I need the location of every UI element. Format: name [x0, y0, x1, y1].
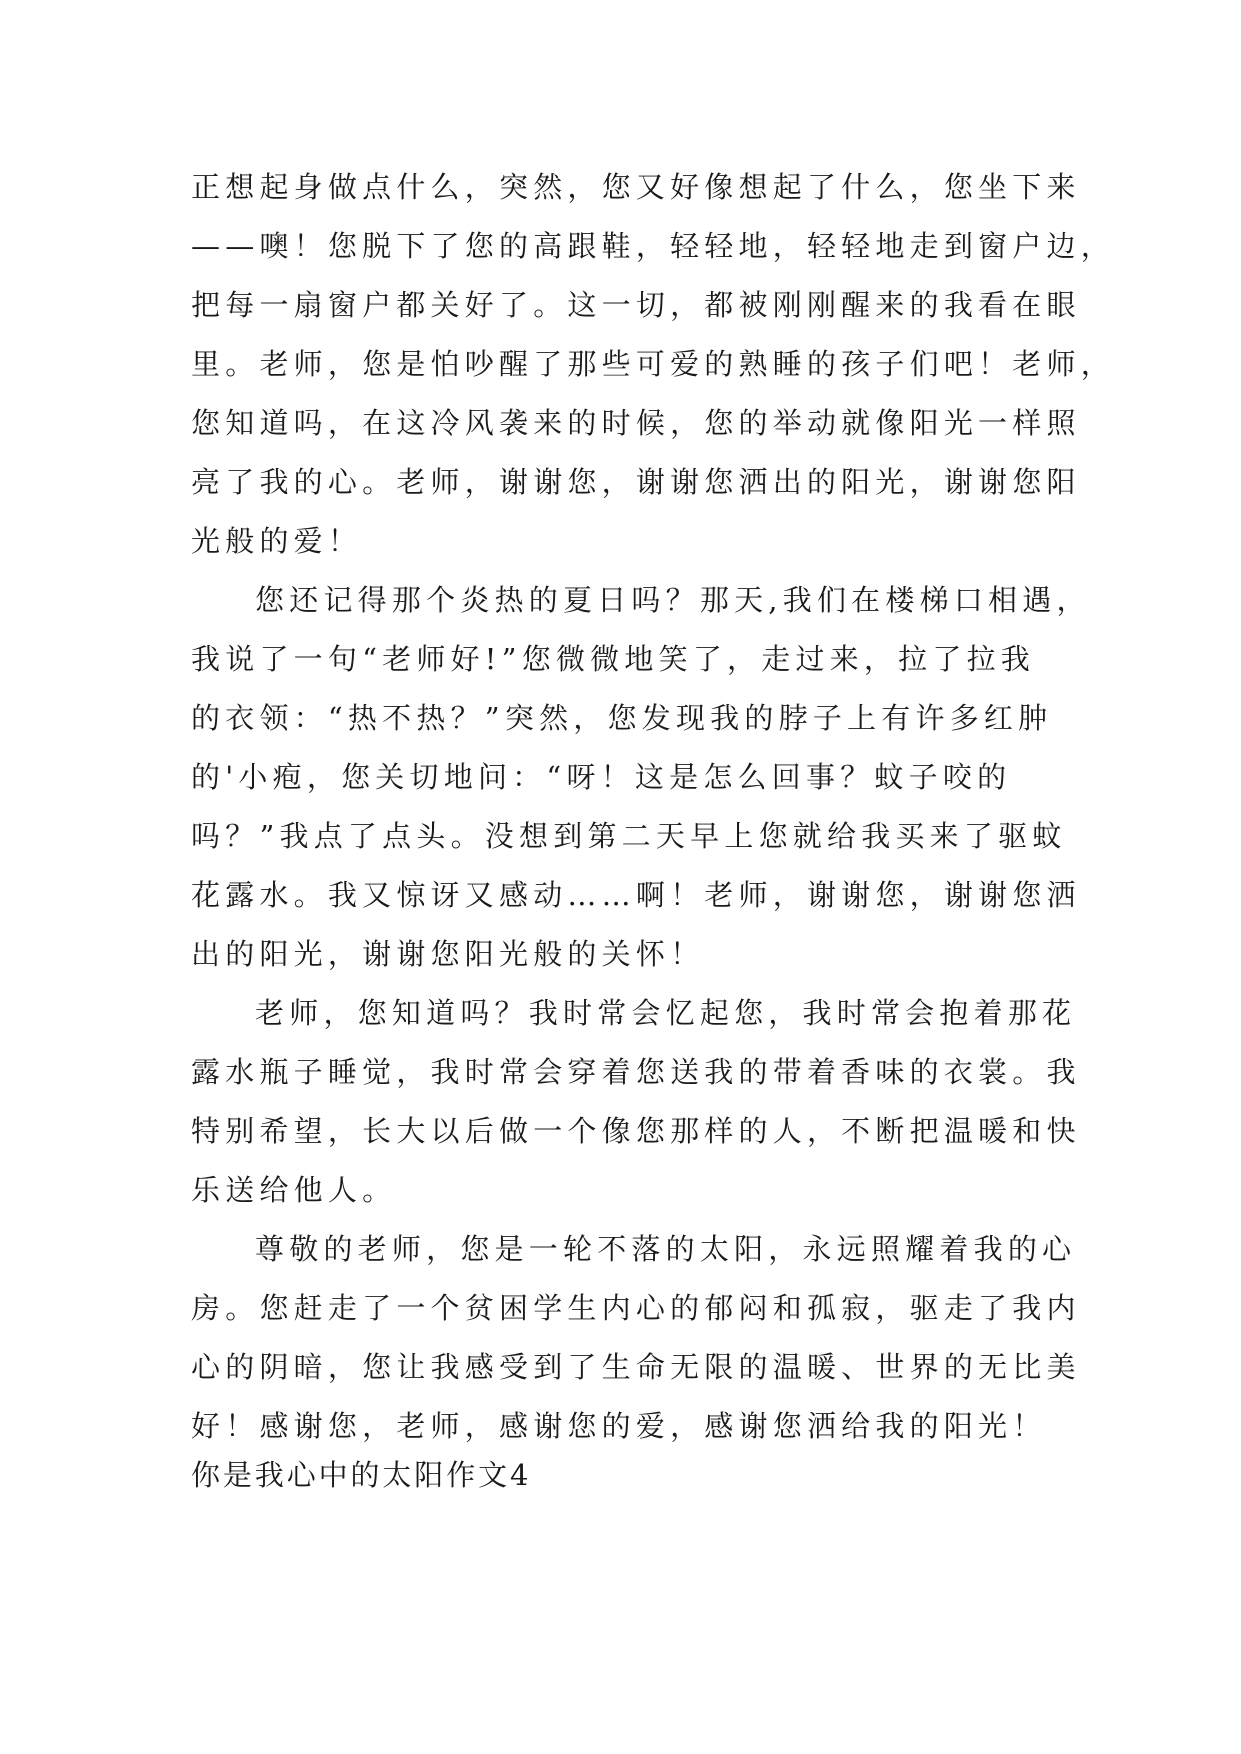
paragraph-1 — [191, 158, 1115, 571]
text-line: 我说了一句“老师好!”您微微地笑了，走过来，拉了拉我 — [191, 642, 1036, 676]
text-line: 特别希望，长大以后做一个像您那样的人，不断把温暖和快 — [191, 1114, 1081, 1148]
text-line: 亮了我的心。老师，谢谢您，谢谢您洒出的阳光，谢谢您阳 — [191, 465, 1081, 499]
text-line: 光般的爱！ — [191, 524, 363, 558]
text-line: 的衣领：“热不热？”突然，您发现我的脖子上有许多红肿 — [191, 701, 1053, 735]
paragraph-2 — [191, 571, 1091, 984]
body-text — [191, 158, 1115, 1456]
text-line: 您知道吗，在这冷风袭来的时候，您的举动就像阳光一样照 — [191, 406, 1081, 440]
text-line: 心的阴暗，您让我感受到了生命无限的温暖、世界的无比美 — [191, 1350, 1081, 1384]
text-line: 出的阳光，谢谢您阳光般的关怀！ — [191, 937, 705, 971]
text-line: 乐送给他人。 — [191, 1173, 397, 1207]
text-line: 房。您赶走了一个贫困学生内心的郁闷和孤寂，驱走了我内 — [191, 1291, 1081, 1325]
section-heading: 你是我心中的太阳作文4 — [191, 1458, 532, 1492]
text-line: 花露水。我又惊讶又感动……啊！老师，谢谢您，谢谢您洒 — [191, 878, 1081, 912]
text-line: 好！感谢您，老师，感谢您的爱，感谢您洒给我的阳光！ — [191, 1409, 1047, 1443]
text-line: 露水瓶子睡觉，我时常会穿着您送我的带着香味的衣裳。我 — [191, 1055, 1081, 1089]
paragraph-3 — [191, 984, 1081, 1220]
text-line: 老师，您知道吗？我时常会忆起您，我时常会抱着那花 — [255, 996, 1077, 1030]
text-line: 的'小疱，您关切地问：“呀！这是怎么回事？蚊子咬的 — [191, 760, 1012, 794]
text-line: ——噢！您脱下了您的高跟鞋，轻轻地，轻轻地走到窗户边， — [191, 229, 1115, 263]
text-line: 吗？”我点了点头。没想到第二天早上您就给我买来了驱蚊 — [191, 819, 1067, 853]
text-line: 正想起身做点什么，突然，您又好像想起了什么，您坐下来 — [191, 170, 1081, 204]
text-line: 您还记得那个炎热的夏日吗？那天,我们在楼梯口相遇， — [255, 583, 1091, 617]
paragraph-4 — [191, 1220, 1081, 1456]
text-line: 把每一扇窗户都关好了。这一切，都被刚刚醒来的我看在眼 — [191, 288, 1081, 322]
text-line: 里。老师，您是怕吵醒了那些可爱的熟睡的孩子们吧！老师， — [191, 347, 1115, 381]
text-line: 尊敬的老师，您是一轮不落的太阳，永远照耀着我的心 — [255, 1232, 1077, 1266]
